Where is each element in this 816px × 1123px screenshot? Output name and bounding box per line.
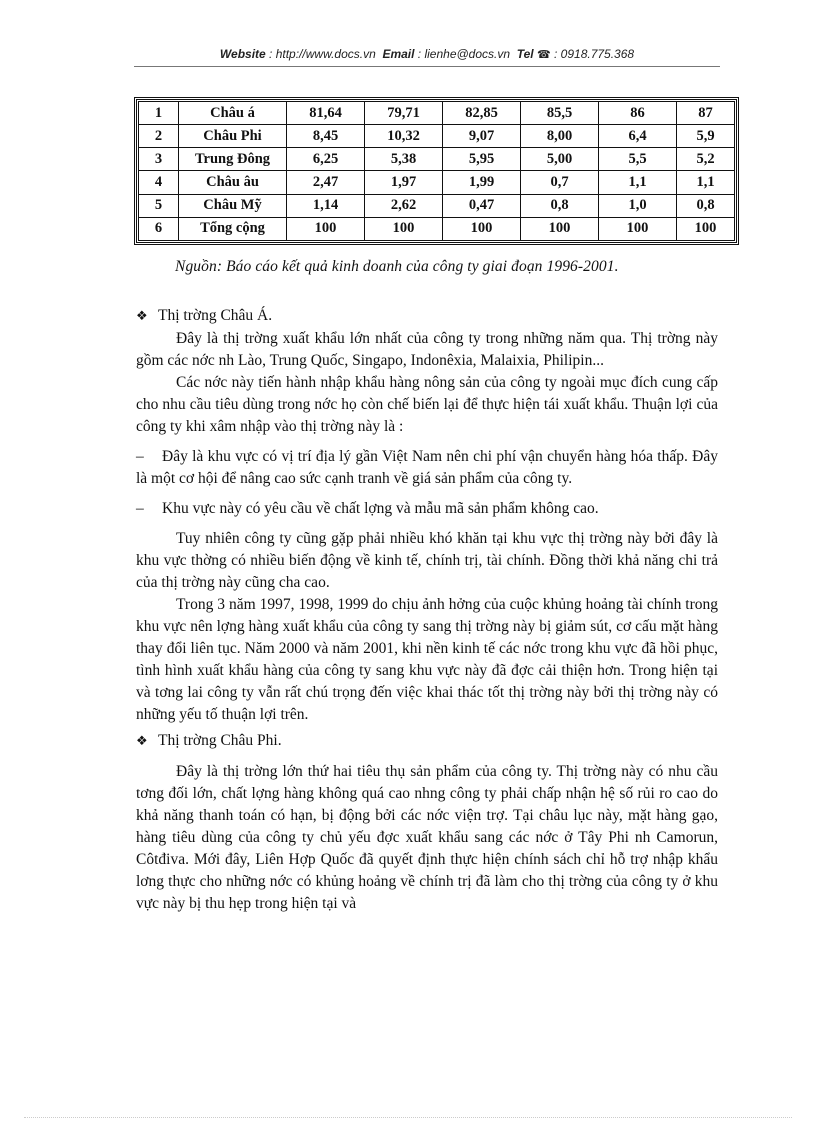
table-row bbox=[139, 102, 735, 125]
value-cell: 82,85 bbox=[443, 102, 521, 125]
website-label: Website bbox=[219, 47, 266, 61]
region-cell: Tổng cộng bbox=[179, 217, 287, 240]
dash-list-item bbox=[136, 498, 718, 520]
value-cell: 86 bbox=[599, 102, 677, 125]
value-cell: 100 bbox=[443, 217, 521, 240]
paragraph: Đây là thị trờng lớn thứ hai tiêu thụ sản phẩm của công ty. Thị trờng này có nhu cầu tơng đối lớn, chất lợng hàng không quá cao nhng công ty phải chấp nhận hệ số rủi ro cao do khả năng thanh toán có hạn, bị động bởi các nớc viện trợ. Tại châu lục này, mặt hàng gạo, hàng tiêu dùng của công ty chủ yếu đợc xuất khẩu sang các nớc ở Tây Phi nh Camorun, Côtđiva. Mới đây, Liên Hợp Quốc đã quyết định thực hiện chính sách chỉ hỗ trợ nhập khẩu lơng thực cho những nớc có khủng hoảng về chính trị đã làm cho thị trờng của công ty ở khu vực này bị thu hẹp trong hiện tại và bbox=[136, 763, 718, 912]
dash-icon: – bbox=[136, 448, 144, 465]
value-cell: 5,95 bbox=[443, 148, 521, 171]
region-cell: Châu Phi bbox=[179, 125, 287, 148]
region-cell: Trung Đông bbox=[179, 148, 287, 171]
region-cell: Châu á bbox=[179, 102, 287, 125]
value-cell: 1,99 bbox=[443, 171, 521, 194]
table-row bbox=[139, 194, 735, 217]
table-row bbox=[139, 217, 735, 240]
value-cell: 85,5 bbox=[521, 102, 599, 125]
paragraph: Đây là thị trờng xuất khẩu lớn nhất của công ty trong những năm qua. Thị trờng này gồm các nớc nh Lào, Trung Quốc, Singapo, Indonêxia, Malaixia, Philipin... bbox=[136, 330, 718, 369]
value-cell: 9,07 bbox=[443, 125, 521, 148]
value-cell: 5,9 bbox=[677, 125, 735, 148]
main-content bbox=[136, 305, 718, 915]
table-row bbox=[139, 148, 735, 171]
paragraph: Tuy nhiên công ty cũng gặp phải nhiều khó khăn tại khu vực thị trờng này bởi đây là khu vực thờng có nhiều biến động về kinh tế, chính trị, tài chính. Đồng thời khả năng chi trả của thị trờng này cũng cha cao. bbox=[136, 530, 718, 591]
phone-icon: ☎ bbox=[536, 48, 551, 61]
value-cell: 100 bbox=[599, 217, 677, 240]
value-cell: 5,38 bbox=[365, 148, 443, 171]
value-cell: 2,47 bbox=[287, 171, 365, 194]
region-cell: Châu Mỹ bbox=[179, 194, 287, 217]
diamond-bullet-icon: ❖ bbox=[136, 309, 148, 324]
market-share-table bbox=[138, 101, 735, 241]
heading-text: Thị trờng Châu Á. bbox=[158, 307, 273, 324]
value-cell: 87 bbox=[677, 102, 735, 125]
value-cell: 1,97 bbox=[365, 171, 443, 194]
value-cell: 0,7 bbox=[521, 171, 599, 194]
market-share-table-frame bbox=[134, 97, 739, 245]
page-header bbox=[134, 47, 720, 61]
value-cell: 0,47 bbox=[443, 194, 521, 217]
value-cell: 100 bbox=[365, 217, 443, 240]
paragraph: Các nớc này tiến hành nhập khẩu hàng nông sản của công ty ngoài mục đích cung cấp cho nhu cầu tiêu dùng trong nớc họ còn chế biến lại để thực hiện tái xuất khẩu. Thuận lợi của công ty khi xâm nhập vào thị trờng này là : bbox=[136, 374, 718, 435]
value-cell: 1,14 bbox=[287, 194, 365, 217]
value-cell: 6,4 bbox=[599, 125, 677, 148]
value-cell: 8,45 bbox=[287, 125, 365, 148]
value-cell: 1,1 bbox=[599, 171, 677, 194]
email-label: Email bbox=[382, 47, 415, 61]
section-heading-africa bbox=[136, 730, 718, 753]
row-index-cell: 6 bbox=[139, 217, 179, 240]
table-source-note: Nguồn: Báo cáo kết quả kinh doanh của công ty giai đoạn 1996-2001. bbox=[175, 258, 619, 275]
paragraph: Trong 3 năm 1997, 1998, 1999 do chịu ảnh hởng của cuộc khủng hoảng tài chính trong khu vực nên lợng hàng xuất khẩu của công ty sang thị trờng này bị giảm sút, cơ cấu mặt hàng thay đổi liên tục. Năm 2000 và năm 2001, khi nền kinh tế các nớc trong khu vực đã hồi phục, tình hình xuất khẩu hàng của công ty sang khu vực này đã đợc cải thiện hơn. Trong hiện tại và tơng lai công ty vẫn rất chú trọng đến việc khai thác tốt thị trờng này bởi thị trờng này có những yếu tố thuận lợi trên. bbox=[136, 596, 718, 723]
page-bottom-border bbox=[24, 1117, 792, 1118]
row-index-cell: 3 bbox=[139, 148, 179, 171]
value-cell: 5,5 bbox=[599, 148, 677, 171]
row-index-cell: 5 bbox=[139, 194, 179, 217]
header-divider bbox=[134, 66, 720, 67]
list-item-text: Đây là khu vực có vị trí địa lý gần Việt Nam nên chi phí vận chuyển hàng hóa thấp. Đây là một cơ hội để nâng cao sức cạnh tranh về giá sản phẩm của công ty. bbox=[136, 448, 718, 487]
table-row bbox=[139, 125, 735, 148]
dash-icon: – bbox=[136, 500, 144, 517]
value-cell: 5,2 bbox=[677, 148, 735, 171]
value-cell: 1,1 bbox=[677, 171, 735, 194]
value-cell: 2,62 bbox=[365, 194, 443, 217]
row-index-cell: 1 bbox=[139, 102, 179, 125]
value-cell: 8,00 bbox=[521, 125, 599, 148]
value-cell: 5,00 bbox=[521, 148, 599, 171]
list-item-text: Khu vực này có yêu cầu về chất lợng và mẫu mã sản phẩm không cao. bbox=[162, 500, 599, 517]
value-cell: 100 bbox=[521, 217, 599, 240]
tel-value: : 0918.775.368 bbox=[554, 47, 635, 61]
section-heading-asia bbox=[136, 305, 718, 328]
value-cell: 6,25 bbox=[287, 148, 365, 171]
row-index-cell: 4 bbox=[139, 171, 179, 194]
value-cell: 0,8 bbox=[677, 194, 735, 217]
value-cell: 81,64 bbox=[287, 102, 365, 125]
website-value[interactable]: : http://www.docs.vn bbox=[269, 47, 376, 61]
dash-list-item bbox=[136, 446, 718, 490]
value-cell: 100 bbox=[287, 217, 365, 240]
value-cell: 79,71 bbox=[365, 102, 443, 125]
value-cell: 100 bbox=[677, 217, 735, 240]
email-value[interactable]: : lienhe@docs.vn bbox=[417, 47, 511, 61]
region-cell: Châu âu bbox=[179, 171, 287, 194]
value-cell: 10,32 bbox=[365, 125, 443, 148]
value-cell: 0,8 bbox=[521, 194, 599, 217]
diamond-bullet-icon: ❖ bbox=[136, 734, 148, 749]
table-row bbox=[139, 171, 735, 194]
value-cell: 1,0 bbox=[599, 194, 677, 217]
tel-label: Tel bbox=[516, 47, 534, 61]
heading-text: Thị trờng Châu Phi. bbox=[158, 732, 282, 749]
row-index-cell: 2 bbox=[139, 125, 179, 148]
